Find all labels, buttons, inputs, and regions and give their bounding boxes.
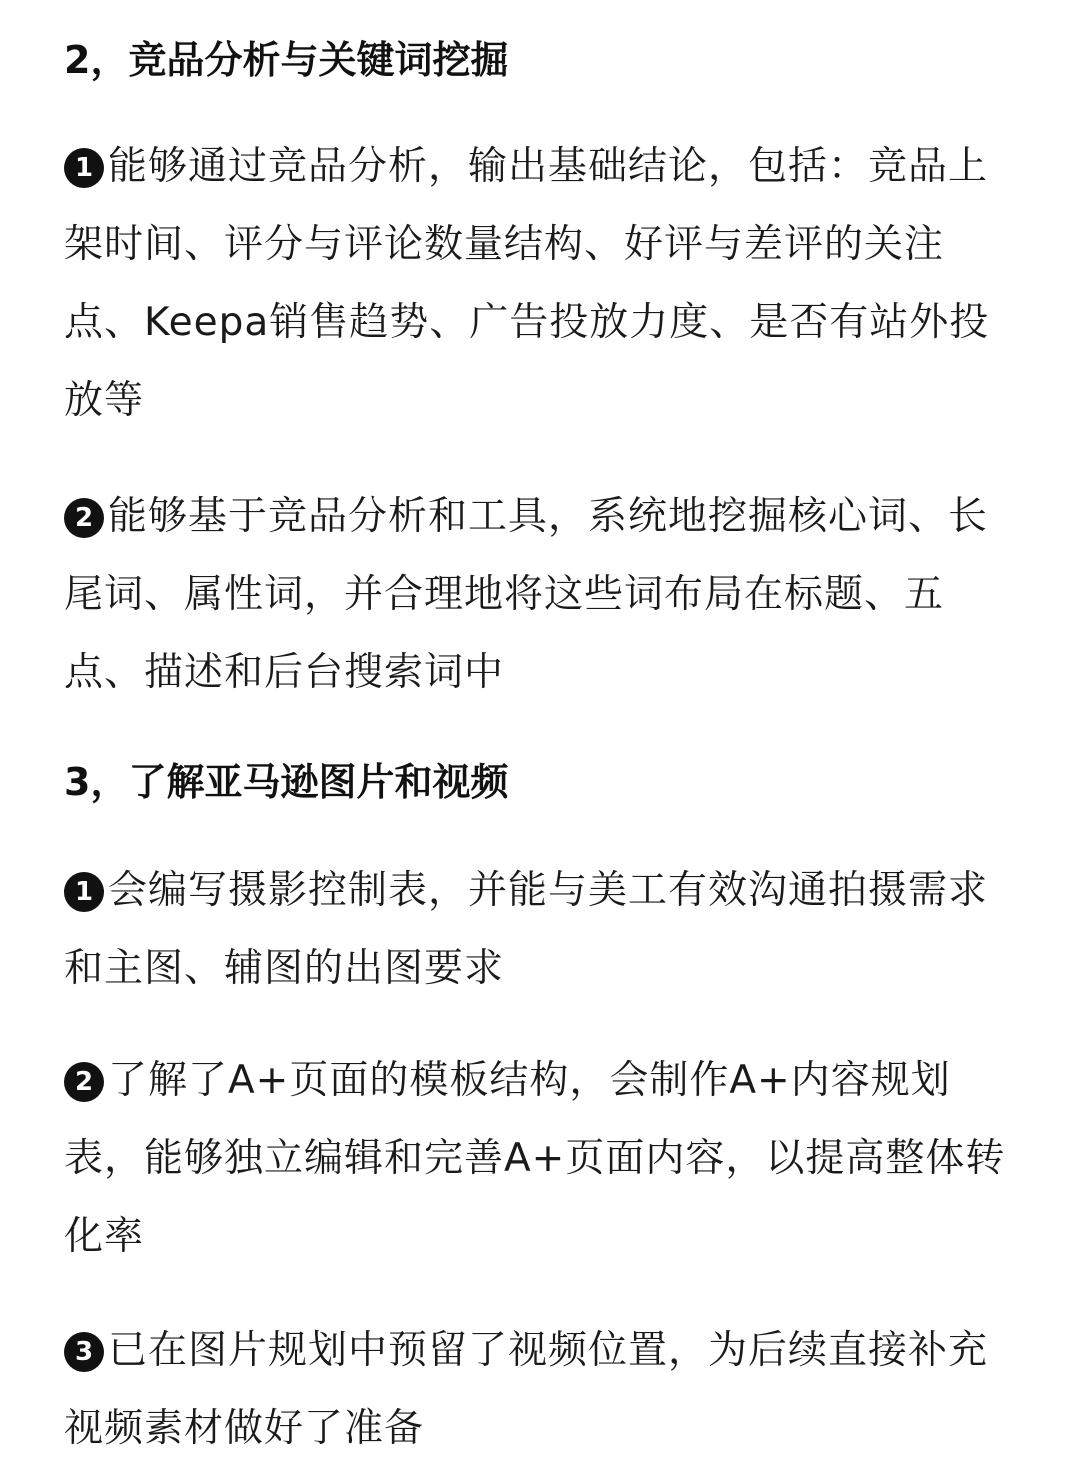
list-item: [64, 478, 1014, 712]
section-heading: 3，了解亚马逊图片和视频: [64, 760, 509, 804]
number-badge: 2: [64, 498, 104, 538]
list-item-text: 会编写摄影控制表，并能与美工有效沟通拍摄需求和主图、辅图的出图要求: [64, 868, 989, 991]
list-item: [64, 1042, 1014, 1276]
number-badge: 3: [64, 1332, 104, 1372]
section-heading: 2，竞品分析与关键词挖掘: [64, 38, 509, 82]
list-item: [64, 1312, 1014, 1468]
list-item-text: 了解了A+页面的模板结构，会制作A+内容规划表，能够独立编辑和完善A+页面内容，以提高整体转化率: [64, 1058, 1006, 1259]
list-item: [64, 128, 1014, 440]
list-item-text: 能够基于竞品分析和工具，系统地挖掘核心词、长尾词、属性词，并合理地将这些词布局在标题、五点、描述和后台搜索词中: [64, 494, 989, 695]
list-item-text: 能够通过竞品分析，输出基础结论，包括：竞品上架时间、评分与评论数量结构、好评与差评的关注点、Keepa销售趋势、广告投放力度、是否有站外投放等: [64, 144, 990, 423]
number-badge: 2: [64, 1062, 104, 1102]
list-item: [64, 852, 1014, 1008]
number-badge: 1: [64, 148, 104, 188]
list-item-text: 已在图片规划中预留了视频位置，为后续直接补充视频素材做好了准备: [64, 1328, 989, 1451]
number-badge: 1: [64, 872, 104, 912]
